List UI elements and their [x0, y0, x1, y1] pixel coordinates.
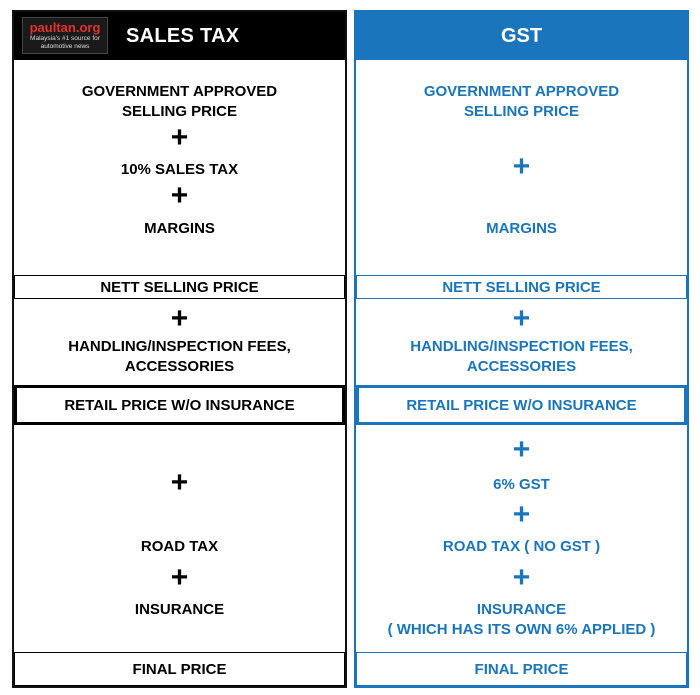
margins-item: MARGINS [486, 220, 557, 237]
plus-icon: + [170, 121, 189, 154]
gst-item: 6% GST [493, 476, 550, 493]
logo-tagline: Malaysia's #1 source for automotive news [30, 34, 100, 50]
nett-selling-price-box: NETT SELLING PRICE [14, 275, 345, 299]
retail-price-box: RETAIL PRICE W/O INSURANCE [14, 385, 345, 425]
gst-header [356, 12, 687, 60]
sales-tax-column [12, 10, 347, 688]
plus-icon: + [170, 179, 189, 212]
govt-approved-label: GOVERNMENT APPROVED [81, 83, 278, 100]
retail-price-box: RETAIL PRICE W/O INSURANCE [356, 385, 687, 425]
logo-name: paultan.org [29, 19, 101, 35]
final-price-box: FINAL PRICE [14, 652, 345, 686]
plus-icon: + [170, 561, 189, 594]
plus-icon: + [170, 466, 189, 499]
selling-price-label: SELLING PRICE [121, 103, 237, 120]
final-price-box: FINAL PRICE [356, 652, 687, 686]
fees-label: HANDLING/INSPECTION FEES, [68, 338, 291, 355]
selling-price-label: SELLING PRICE [463, 103, 579, 120]
paultan-logo [22, 17, 108, 54]
plus-icon: + [512, 433, 531, 466]
accessories-label: ACCESSORIES [466, 358, 577, 375]
sales-tax-header [14, 12, 345, 60]
plus-icon: + [512, 302, 531, 335]
accessories-label: ACCESSORIES [124, 358, 235, 375]
gst-column [354, 10, 689, 688]
plus-icon: + [512, 561, 531, 594]
plus-icon: + [512, 498, 531, 531]
insurance-item: INSURANCE [134, 601, 225, 618]
nett-selling-price-box: NETT SELLING PRICE [356, 275, 687, 299]
sales-tax-item: 10% SALES TAX [120, 161, 239, 178]
sales-tax-title: SALES TAX [126, 25, 240, 47]
road-tax-item: ROAD TAX [140, 538, 219, 555]
govt-approved-label: GOVERNMENT APPROVED [423, 83, 620, 100]
gst-title: GST [500, 24, 543, 47]
plus-icon: + [170, 302, 189, 335]
insurance-item: INSURANCE [476, 601, 567, 618]
road-tax-item: ROAD TAX ( NO GST ) [442, 538, 601, 555]
insurance-note: ( WHICH HAS ITS OWN 6% APPLIED ) [387, 621, 656, 638]
fees-label: HANDLING/INSPECTION FEES, [410, 338, 633, 355]
plus-icon: + [512, 150, 531, 183]
margins-item: MARGINS [144, 220, 215, 237]
